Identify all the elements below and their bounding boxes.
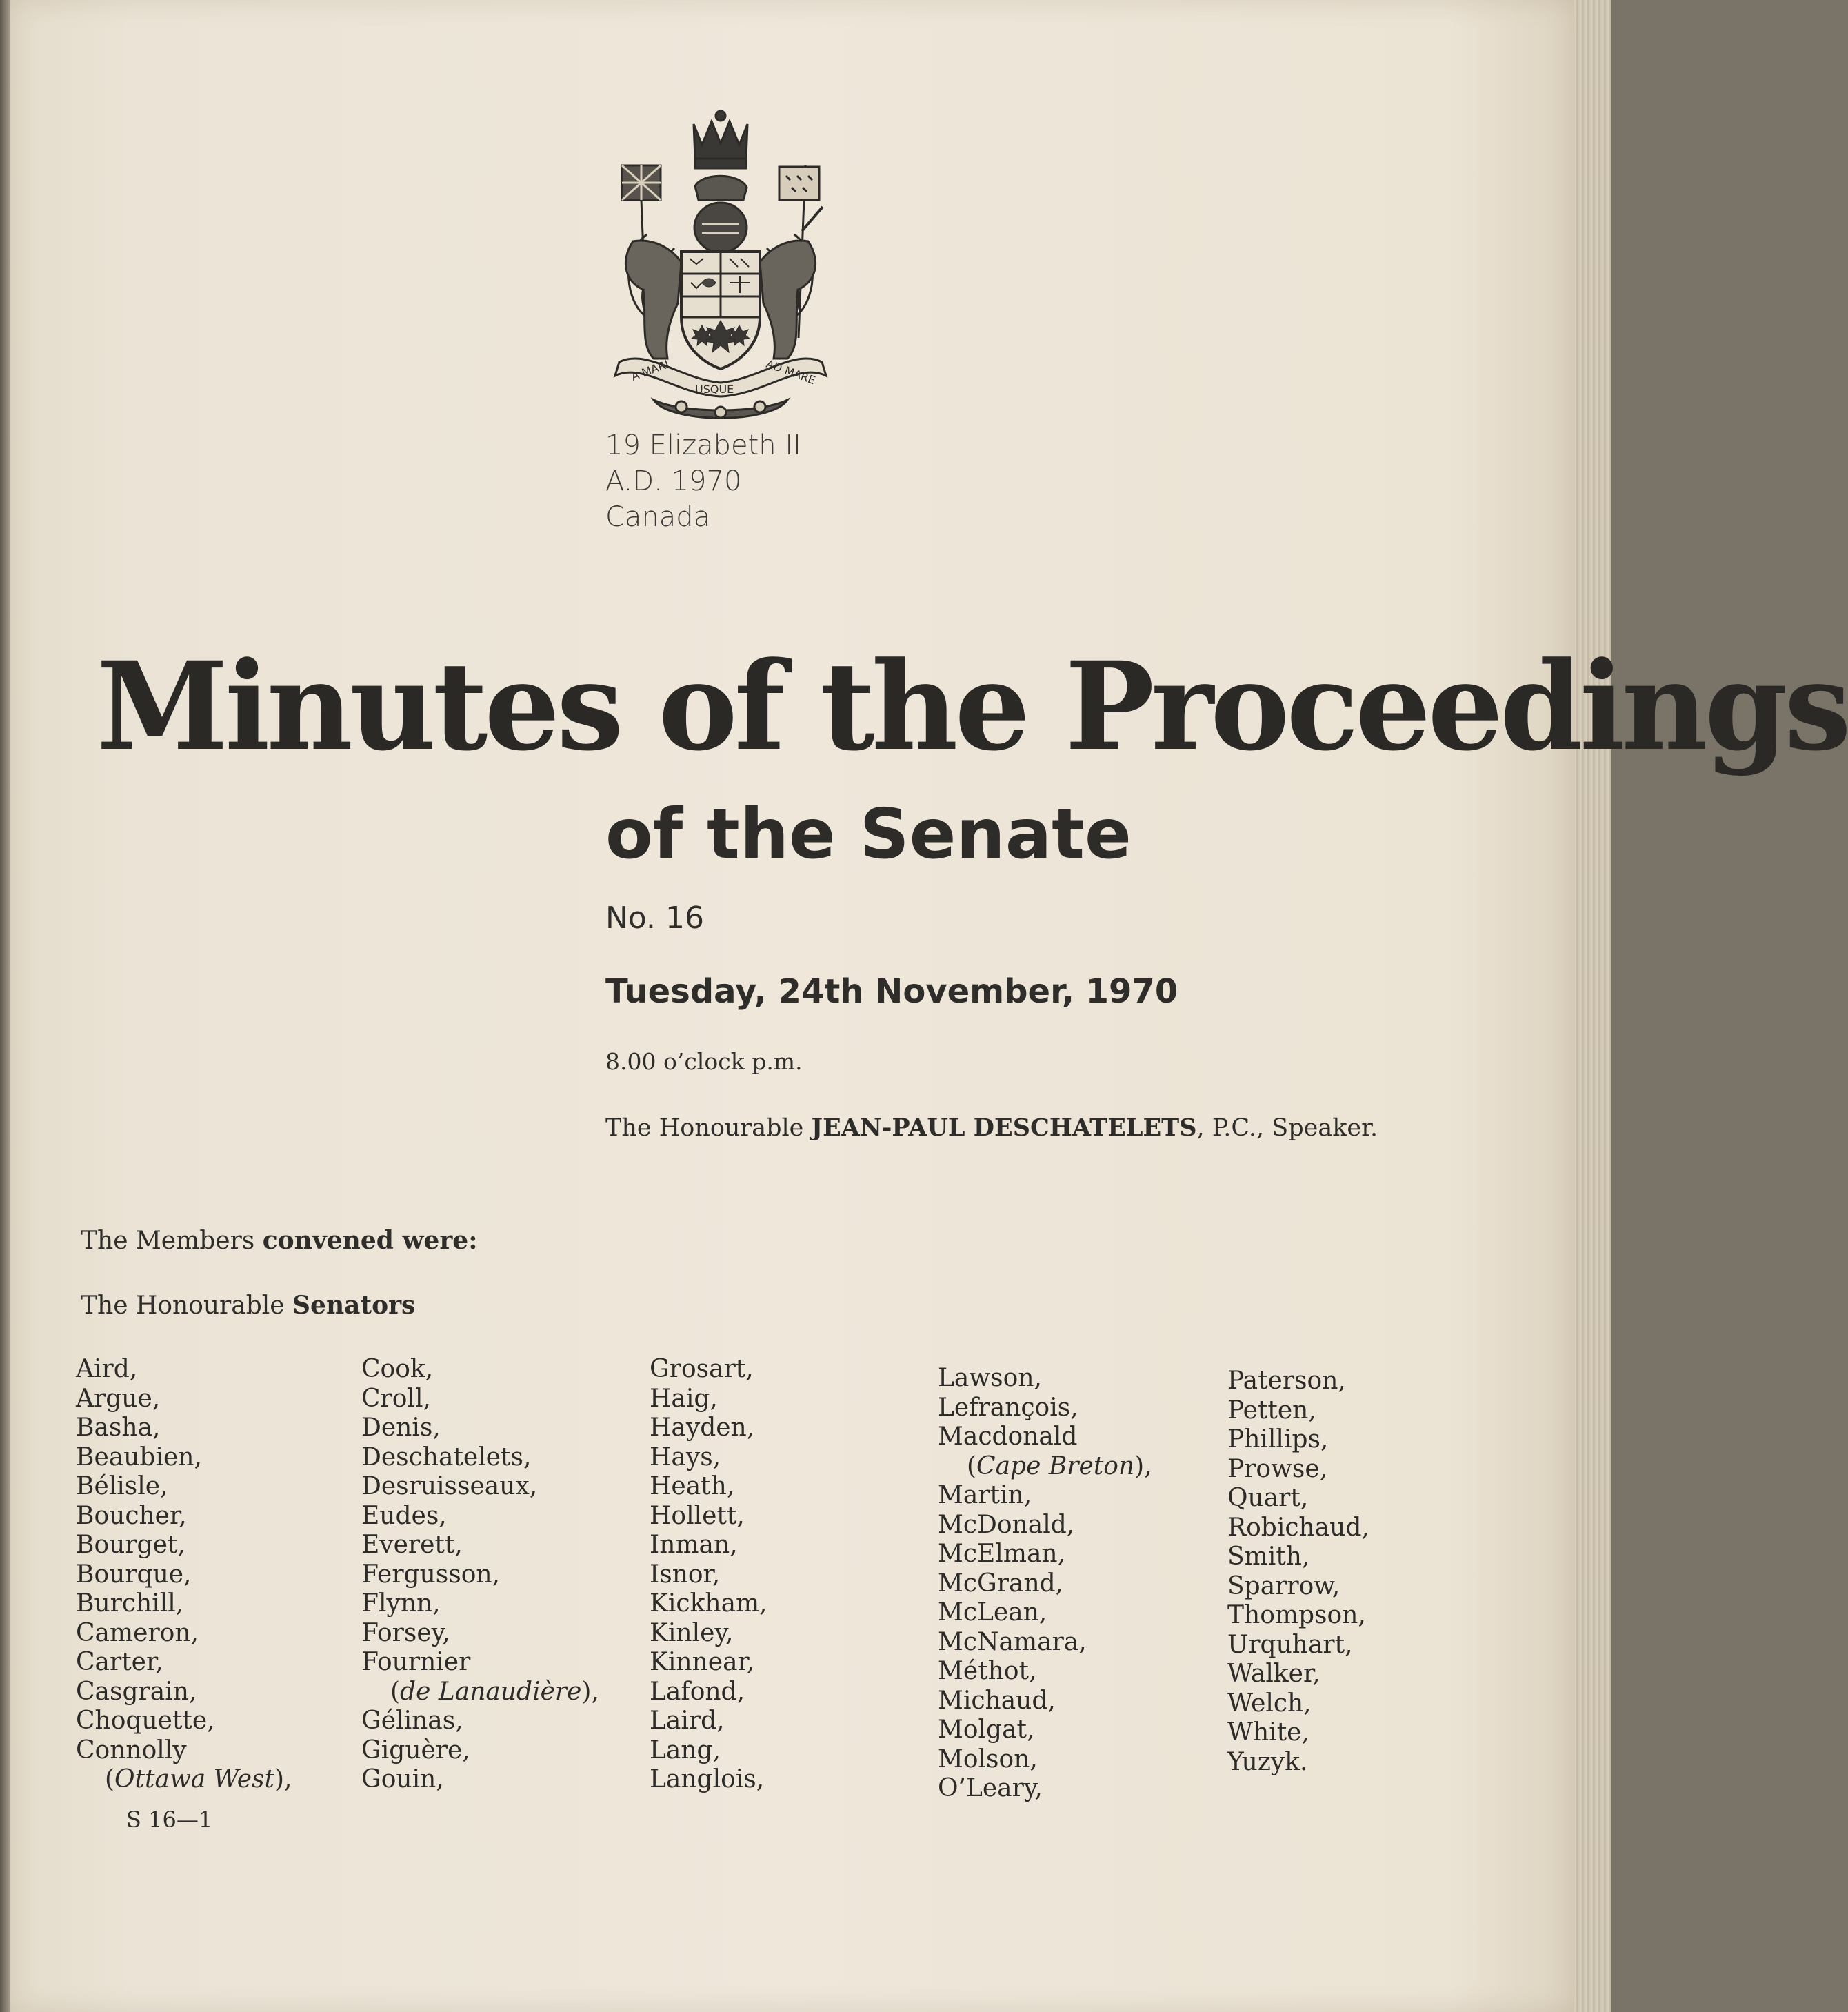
senator-name: Yuzyk.: [1227, 1747, 1308, 1776]
senator-name: Argue,: [76, 1384, 161, 1413]
regnal-block: [605, 427, 801, 535]
senator-name: Lawson,: [938, 1364, 1042, 1392]
senator-name: Cook,: [361, 1355, 434, 1383]
sitting-date: Tuesday, 24th November, 1970: [605, 972, 1178, 1011]
senator-name: Walker,: [1227, 1660, 1320, 1688]
senator-name-continuation: (de Lanaudière),: [390, 1677, 599, 1706]
senator-name: Eudes,: [361, 1501, 447, 1530]
senator-name: Petten,: [1227, 1396, 1316, 1425]
senator-name: O’Leary,: [938, 1774, 1043, 1802]
crest-motto-text: A MARI: [629, 357, 671, 383]
senator-name: McNamara,: [938, 1627, 1087, 1656]
senator-name: Kinley,: [650, 1618, 734, 1647]
senator-name: Thompson,: [1227, 1601, 1366, 1629]
issue-number: No. 16: [605, 901, 705, 936]
senator-name: Langlois,: [650, 1765, 765, 1793]
senator-name-continuation: (Ottawa West),: [105, 1765, 292, 1793]
senator-column-4: [938, 1364, 1152, 1804]
senator-name: Kinnear,: [650, 1648, 755, 1676]
senator-name: Molgat,: [938, 1716, 1035, 1744]
senator-name: Paterson,: [1227, 1367, 1346, 1395]
senator-name: Basha,: [76, 1414, 161, 1442]
binding-gutter: [0, 0, 10, 2012]
senator-column-2: [361, 1355, 599, 1795]
senator-name: Méthot,: [938, 1657, 1037, 1685]
members-heading: The Members convened were:: [81, 1226, 478, 1255]
senator-name: Sparrow,: [1227, 1571, 1340, 1600]
senator-name: Lang,: [650, 1736, 721, 1764]
senator-name: Boucher,: [76, 1501, 187, 1530]
senator-name: Gouin,: [361, 1765, 444, 1793]
country-name: Canada: [605, 501, 711, 533]
senator-name: McGrand,: [938, 1569, 1064, 1598]
senator-column-3: [650, 1355, 767, 1795]
senator-name: Hays,: [650, 1442, 721, 1471]
senators-heading: The Honourable Senators: [81, 1291, 416, 1320]
senator-name: Carter,: [76, 1648, 163, 1676]
senator-name: Bélisle,: [76, 1472, 168, 1500]
svg-text:AD MARE: AD MARE: [764, 356, 817, 388]
senator-name: Flynn,: [361, 1589, 441, 1618]
speaker-line: [605, 1114, 1378, 1142]
senator-column-1: [76, 1355, 292, 1795]
senator-name: Macdonald: [938, 1422, 1078, 1451]
senator-name: Fournier: [361, 1648, 471, 1676]
page-folio: S 16—1: [126, 1807, 213, 1833]
senator-name: Choquette,: [76, 1707, 215, 1735]
senator-name: Deschatelets,: [361, 1442, 532, 1471]
senator-name: Connolly: [76, 1736, 187, 1764]
document-title: Minutes of the Proceedings: [97, 635, 1848, 778]
senator-name: Giguère,: [361, 1736, 470, 1764]
senator-name: Smith,: [1227, 1542, 1310, 1571]
document-subtitle: of the Senate: [605, 794, 1132, 874]
senator-name: Phillips,: [1227, 1425, 1329, 1453]
page-edge-stack: [1574, 0, 1611, 2012]
speaker-name: JEAN-PAUL DESCHATELETS: [811, 1114, 1197, 1142]
senator-name: McDonald,: [938, 1510, 1075, 1539]
senator-name: Gélinas,: [361, 1707, 463, 1735]
senator-name: Kickham,: [650, 1589, 767, 1618]
senator-name: Hayden,: [650, 1414, 755, 1442]
speaker-suffix: , P.C., Speaker.: [1196, 1114, 1378, 1142]
senator-name: Bourget,: [76, 1531, 185, 1559]
senator-name: Quart,: [1227, 1484, 1309, 1512]
senator-name: Robichaud,: [1227, 1513, 1369, 1542]
senator-name: Lefrançois,: [938, 1393, 1078, 1422]
senator-name: Fergusson,: [361, 1560, 501, 1589]
senator-name: Croll,: [361, 1384, 431, 1413]
senator-name: Prowse,: [1227, 1454, 1328, 1483]
senator-name-continuation: (Cape Breton),: [967, 1451, 1152, 1480]
senator-name: McElman,: [938, 1540, 1066, 1568]
senator-name: Desruisseaux,: [361, 1472, 538, 1500]
svg-text:USQUE: USQUE: [695, 383, 734, 396]
coat-of-arms-icon: [605, 110, 836, 424]
senator-name: Laird,: [650, 1707, 725, 1735]
sitting-time: 8.00 o’clock p.m.: [605, 1048, 803, 1075]
senator-name: Bourque,: [76, 1560, 192, 1589]
senator-name: Forsey,: [361, 1618, 450, 1647]
regnal-year: 19 Elizabeth II: [605, 430, 801, 461]
senator-name: Heath,: [650, 1472, 735, 1500]
senator-name: Everett,: [361, 1531, 463, 1559]
calendar-year: A.D. 1970: [605, 465, 742, 497]
senator-name: Urquhart,: [1227, 1630, 1353, 1659]
senator-name: Casgrain,: [76, 1677, 197, 1706]
senator-name: Beaubien,: [76, 1442, 202, 1471]
senator-name: White,: [1227, 1718, 1309, 1747]
senator-name: Denis,: [361, 1414, 441, 1442]
senator-name: Welch,: [1227, 1689, 1312, 1718]
senator-name: Aird,: [76, 1355, 138, 1383]
senator-name: McLean,: [938, 1598, 1047, 1627]
senator-name: Burchill,: [76, 1589, 184, 1618]
senator-name: Molson,: [938, 1744, 1038, 1773]
senator-column-5: [1227, 1367, 1369, 1777]
senator-name: Michaud,: [938, 1686, 1056, 1715]
senator-name: Isnor,: [650, 1560, 721, 1589]
senator-name: Haig,: [650, 1384, 718, 1413]
senator-name: Cameron,: [76, 1618, 199, 1647]
speaker-prefix: The Honourable: [605, 1114, 812, 1142]
senator-name: Hollett,: [650, 1501, 745, 1530]
senator-name: Grosart,: [650, 1355, 754, 1383]
senator-name: Inman,: [650, 1531, 738, 1559]
senator-name: Lafond,: [650, 1677, 745, 1706]
senator-name: Martin,: [938, 1481, 1032, 1509]
